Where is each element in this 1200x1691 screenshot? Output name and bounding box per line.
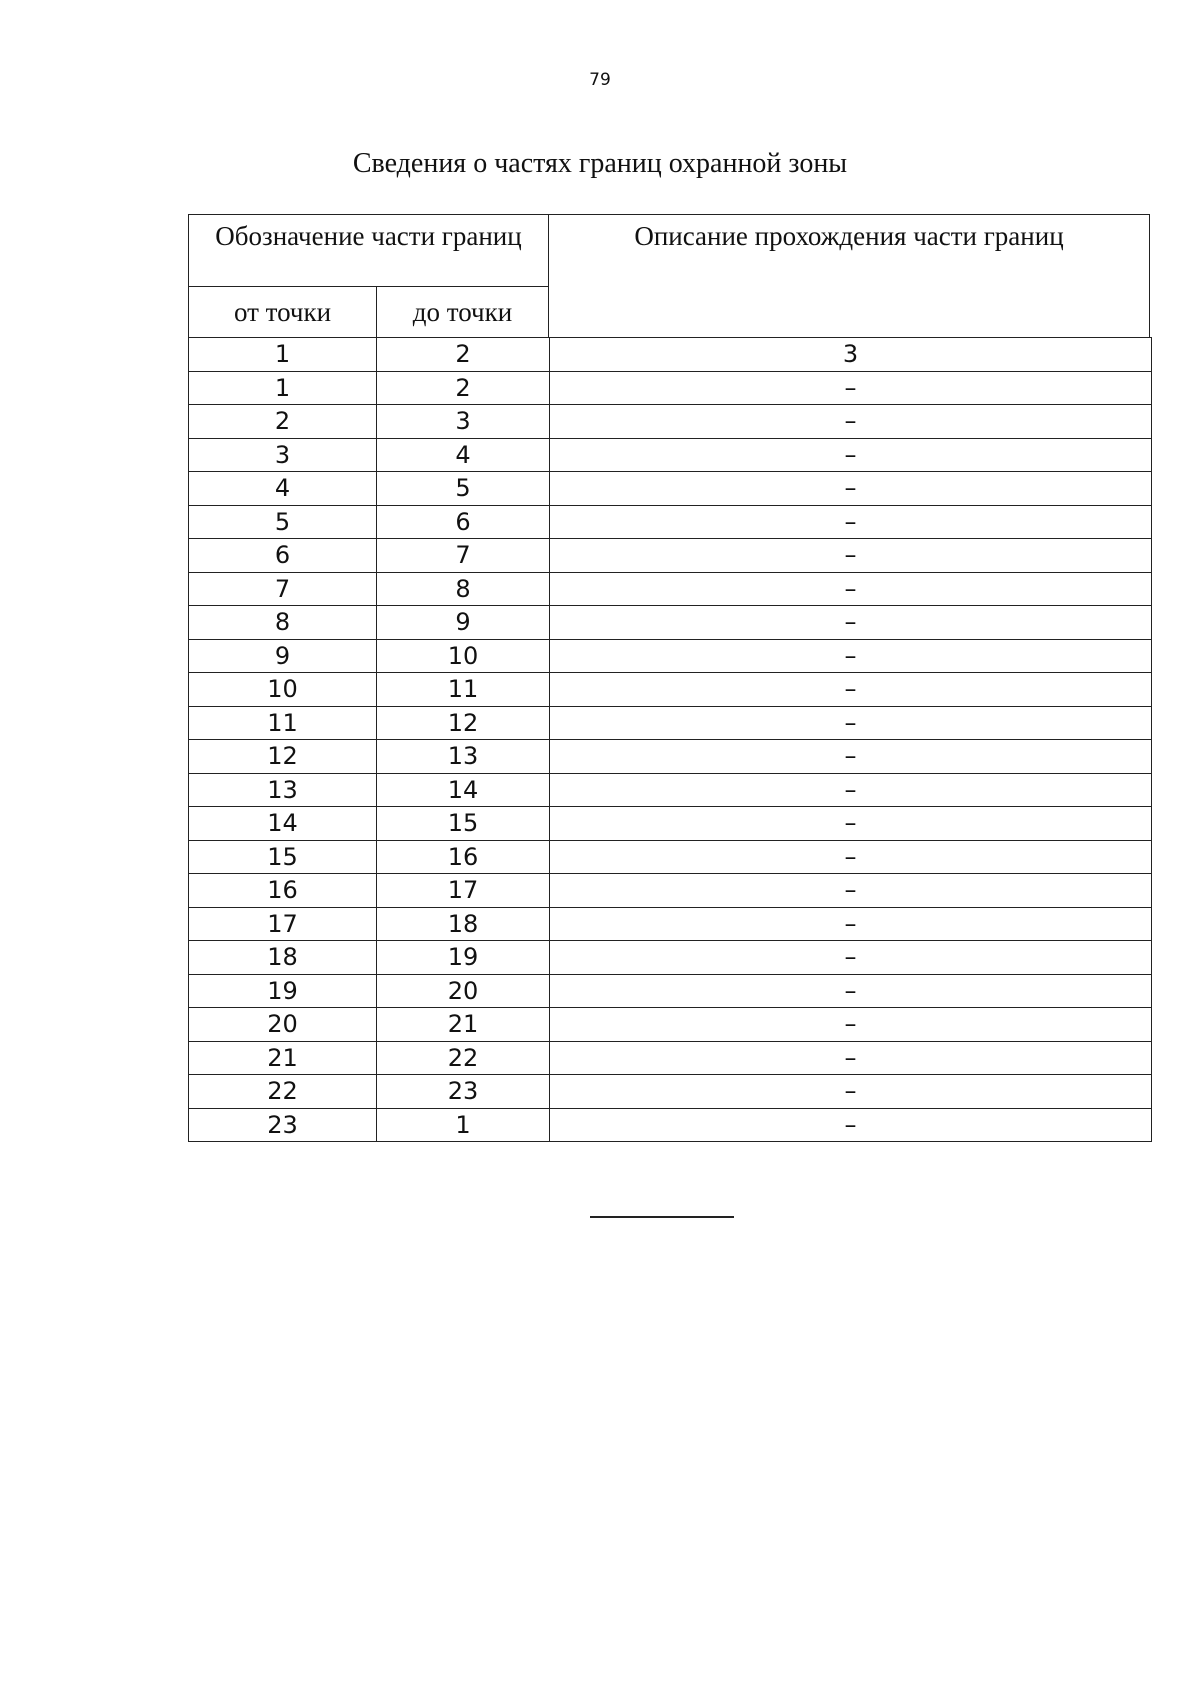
table-row — [189, 974, 1152, 1008]
description-cell: – — [550, 974, 1152, 1008]
to-point-cell: 22 — [377, 1041, 550, 1075]
page-number: 79 — [589, 70, 611, 90]
column-number-1: 1 — [189, 338, 377, 372]
table-row — [189, 840, 1152, 874]
header-boundary-designation: Обозначение части границ — [189, 215, 549, 287]
description-cell: – — [550, 438, 1152, 472]
page-title: Сведения о частях границ охранной зоны — [352, 148, 848, 179]
to-point-cell: 20 — [377, 974, 550, 1008]
description-cell: – — [550, 1075, 1152, 1109]
description-cell: – — [550, 807, 1152, 841]
table-row — [189, 606, 1152, 640]
description-cell: – — [550, 505, 1152, 539]
from-point-cell: 4 — [189, 472, 377, 506]
table-row — [189, 371, 1152, 405]
table-row — [189, 1108, 1152, 1142]
to-point-cell: 4 — [377, 438, 550, 472]
from-point-cell: 21 — [189, 1041, 377, 1075]
description-cell: – — [550, 539, 1152, 573]
description-cell: – — [550, 371, 1152, 405]
to-point-cell: 23 — [377, 1075, 550, 1109]
to-point-cell: 7 — [377, 539, 550, 573]
to-point-cell: 6 — [377, 505, 550, 539]
to-point-cell: 2 — [377, 371, 550, 405]
table-row — [189, 1041, 1152, 1075]
description-cell: – — [550, 639, 1152, 673]
table-row — [189, 472, 1152, 506]
to-point-cell: 11 — [377, 673, 550, 707]
table-row — [189, 874, 1152, 908]
from-point-cell: 23 — [189, 1108, 377, 1142]
column-number-3: 3 — [550, 338, 1152, 372]
description-cell: – — [550, 1041, 1152, 1075]
closing-divider-line — [590, 1216, 734, 1218]
table-row — [189, 673, 1152, 707]
from-point-cell: 11 — [189, 706, 377, 740]
to-point-cell: 17 — [377, 874, 550, 908]
to-point-cell: 14 — [377, 773, 550, 807]
from-point-cell: 16 — [189, 874, 377, 908]
table-row — [189, 505, 1152, 539]
from-point-cell: 20 — [189, 1008, 377, 1042]
description-cell: – — [550, 572, 1152, 606]
from-point-cell: 19 — [189, 974, 377, 1008]
to-point-cell: 8 — [377, 572, 550, 606]
column-numbers-row — [189, 338, 1152, 372]
description-cell: – — [550, 1108, 1152, 1142]
to-point-cell: 10 — [377, 639, 550, 673]
from-point-cell: 22 — [189, 1075, 377, 1109]
to-point-cell: 9 — [377, 606, 550, 640]
description-cell: – — [550, 606, 1152, 640]
header-to-point: до точки — [377, 287, 549, 338]
to-point-cell: 15 — [377, 807, 550, 841]
from-point-cell: 8 — [189, 606, 377, 640]
description-cell: – — [550, 472, 1152, 506]
table-row — [189, 706, 1152, 740]
from-point-cell: 7 — [189, 572, 377, 606]
description-cell: – — [550, 773, 1152, 807]
header-from-point: от точки — [189, 287, 377, 338]
from-point-cell: 1 — [189, 371, 377, 405]
from-point-cell: 9 — [189, 639, 377, 673]
table-row — [189, 572, 1152, 606]
description-cell: – — [550, 1008, 1152, 1042]
table-row — [189, 907, 1152, 941]
description-cell: – — [550, 907, 1152, 941]
to-point-cell: 16 — [377, 840, 550, 874]
table-row — [189, 639, 1152, 673]
to-point-cell: 12 — [377, 706, 550, 740]
table-row — [189, 438, 1152, 472]
description-cell: – — [550, 874, 1152, 908]
table-row — [189, 1008, 1152, 1042]
from-point-cell: 17 — [189, 907, 377, 941]
to-point-cell: 13 — [377, 740, 550, 774]
table-row — [189, 539, 1152, 573]
to-point-cell: 19 — [377, 941, 550, 975]
column-number-2: 2 — [377, 338, 550, 372]
boundary-parts-table-body — [188, 337, 1152, 1142]
table-row — [189, 1075, 1152, 1109]
table-row — [189, 941, 1152, 975]
header-boundary-description: Описание прохождения части границ — [549, 215, 1150, 338]
to-point-cell: 18 — [377, 907, 550, 941]
from-point-cell: 5 — [189, 505, 377, 539]
from-point-cell: 10 — [189, 673, 377, 707]
from-point-cell: 13 — [189, 773, 377, 807]
to-point-cell: 3 — [377, 405, 550, 439]
to-point-cell: 5 — [377, 472, 550, 506]
from-point-cell: 6 — [189, 539, 377, 573]
from-point-cell: 12 — [189, 740, 377, 774]
from-point-cell: 15 — [189, 840, 377, 874]
table-row — [189, 405, 1152, 439]
boundary-parts-table-header — [188, 214, 1150, 338]
description-cell: – — [550, 673, 1152, 707]
to-point-cell: 21 — [377, 1008, 550, 1042]
description-cell: – — [550, 740, 1152, 774]
table-row — [189, 807, 1152, 841]
description-cell: – — [550, 941, 1152, 975]
to-point-cell: 1 — [377, 1108, 550, 1142]
from-point-cell: 14 — [189, 807, 377, 841]
from-point-cell: 3 — [189, 438, 377, 472]
table-row — [189, 773, 1152, 807]
from-point-cell: 2 — [189, 405, 377, 439]
description-cell: – — [550, 706, 1152, 740]
from-point-cell: 18 — [189, 941, 377, 975]
description-cell: – — [550, 840, 1152, 874]
table-row — [189, 740, 1152, 774]
description-cell: – — [550, 405, 1152, 439]
